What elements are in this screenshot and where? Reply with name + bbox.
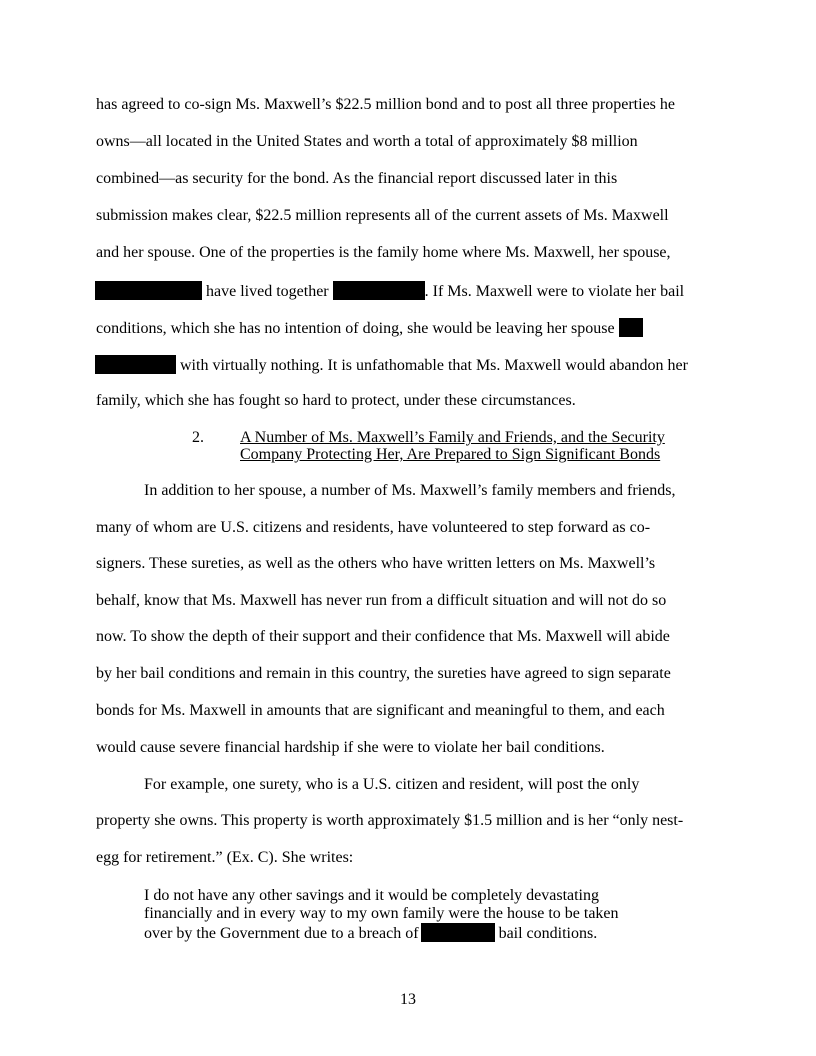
body-line: and her spouse. One of the properties is the family home where Ms. Maxwell, her spouse, [96,244,671,261]
body-line: family, which she has fought so hard to protect, under these circumstances. [96,392,576,409]
text-fragment: over by the Government due to a breach of [144,925,419,942]
quote-line: I do not have any other savings and it would be completely devastating [144,887,599,904]
quote-line [144,923,597,943]
body-line: egg for retirement.” (Ex. C). She writes: [96,849,354,866]
body-line: would cause severe financial hardship if she were to violate her bail conditions. [96,739,605,756]
section-number: 2. [192,429,204,446]
body-line: combined—as security for the bond. As the financial report discussed later in this [96,170,618,187]
body-line: In addition to her spouse, a number of Ms. Maxwell’s family members and friends, [144,482,676,499]
text-fragment: with virtually nothing. It is unfathomable that Ms. Maxwell would abandon her [180,357,688,374]
body-line: owns—all located in the United States and worth a total of approximately $8 million [96,133,638,150]
body-line: now. To show the depth of their support and their confidence that Ms. Maxwell will abide [96,628,670,645]
redaction-box [95,281,202,300]
body-line: property she owns. This property is worth approximately $1.5 million and is her “only nest- [96,812,684,829]
quote-line: financially and in every way to my own family were the house to be taken [144,905,619,922]
body-line [96,318,643,338]
text-fragment: conditions, which she has no intention of doing, she would be leaving her spouse [96,320,615,337]
redaction-box [95,355,176,374]
section-heading-line: A Number of Ms. Maxwell’s Family and Friends, and the Security [240,429,665,446]
text-fragment: have lived together [206,283,329,300]
body-line: behalf, know that Ms. Maxwell has never run from a difficult situation and will not do so [96,592,667,609]
body-line: For example, one surety, who is a U.S. citizen and resident, will post the only [144,776,640,793]
body-line: bonds for Ms. Maxwell in amounts that are significant and meaningful to them, and each [96,702,665,719]
body-line: submission makes clear, $22.5 million represents all of the current assets of Ms. Maxwell [96,207,669,224]
redaction-box [619,318,643,337]
body-line: many of whom are U.S. citizens and residents, have volunteered to step forward as co- [96,519,651,536]
text-fragment: . If Ms. Maxwell were to violate her bail [424,283,685,300]
redaction-box [333,281,425,300]
redaction-box [421,923,495,942]
text-fragment: bail conditions. [498,925,598,942]
body-line [95,355,688,375]
body-line: has agreed to co-sign Ms. Maxwell’s $22.5 million bond and to post all three properties he [96,96,675,113]
body-line [95,281,684,301]
body-line: by her bail conditions and remain in this country, the sureties have agreed to sign separate [96,665,671,682]
body-line: signers. These sureties, as well as the others who have written letters on Ms. Maxwell’s [96,555,656,572]
page-number: 13 [400,991,416,1008]
section-heading-line: Company Protecting Her, Are Prepared to Sign Significant Bonds [240,446,661,463]
